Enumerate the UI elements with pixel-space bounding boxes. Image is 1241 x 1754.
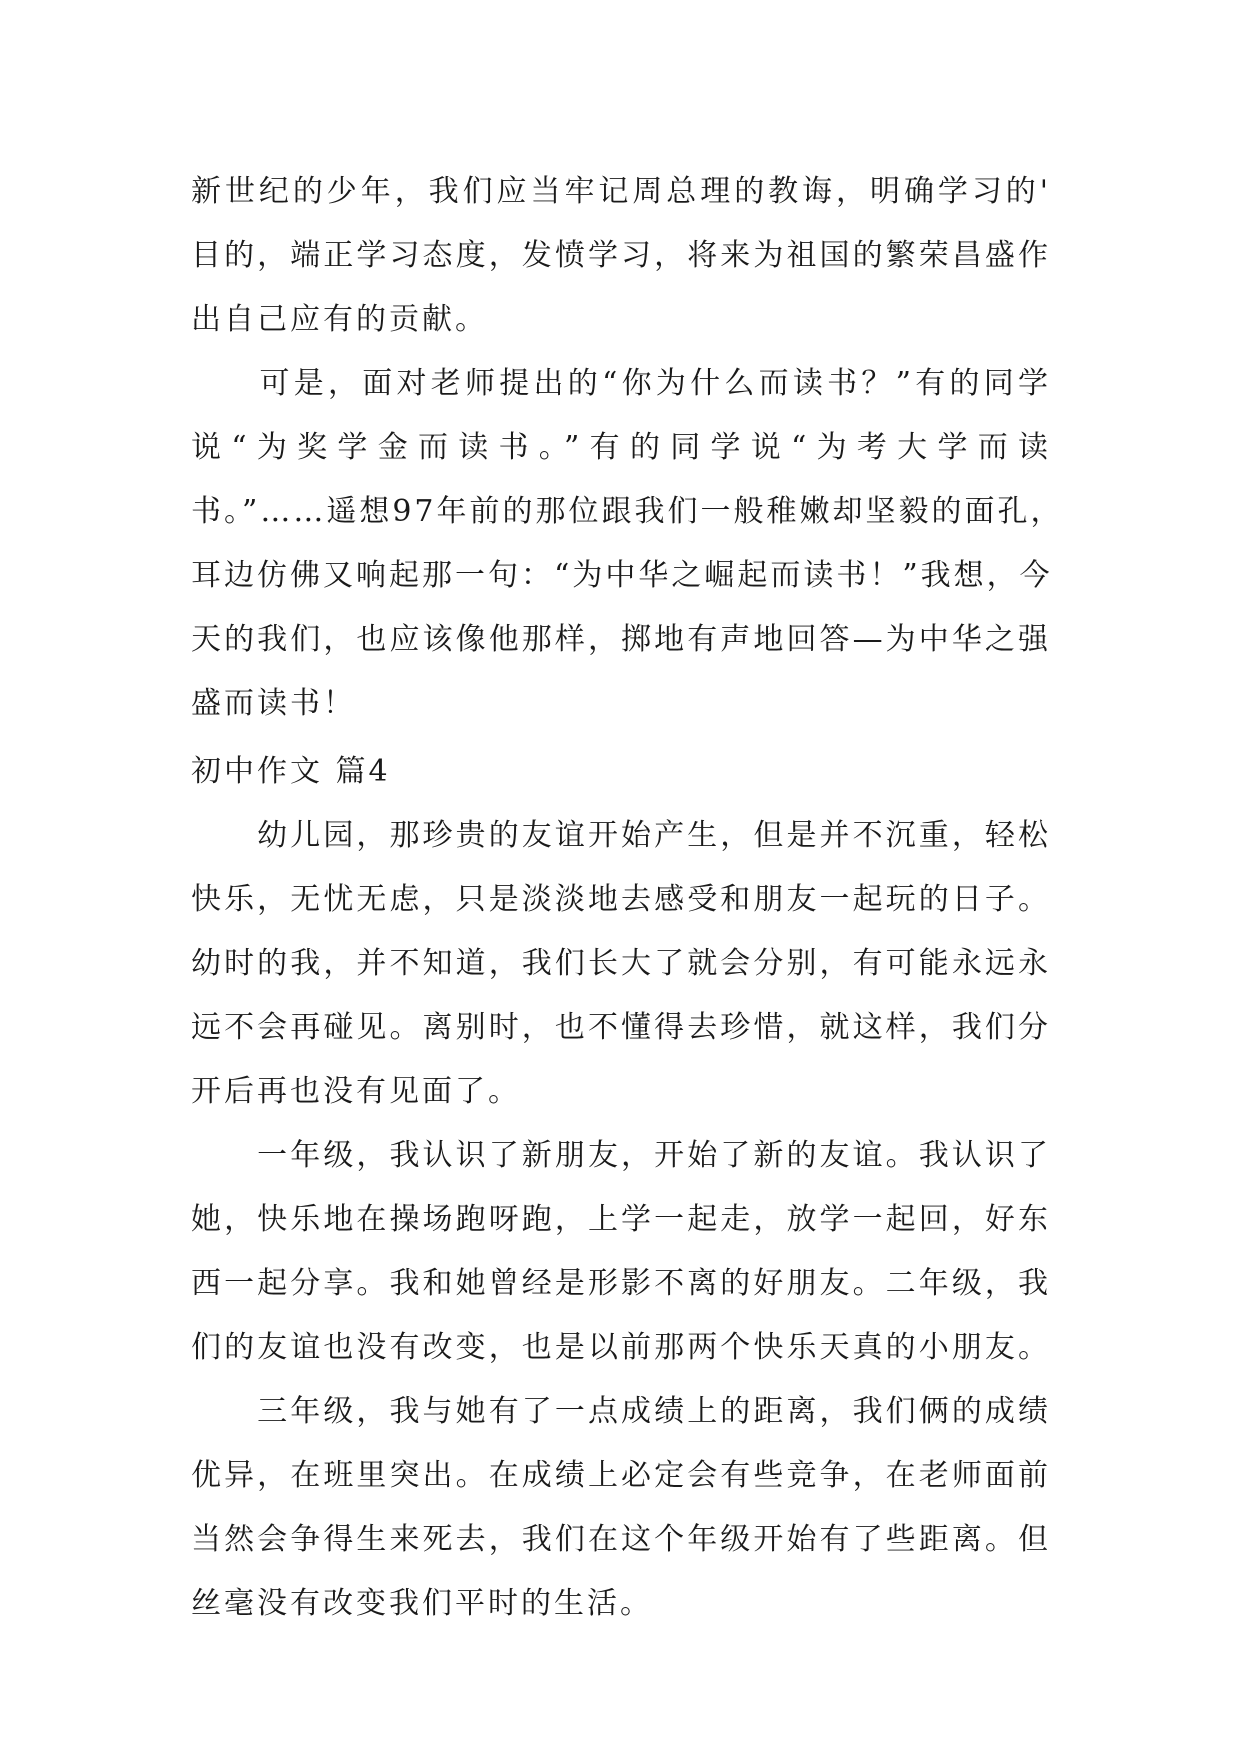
paragraph-first-grade bbox=[191, 1124, 1051, 1380]
text-line: 幼时的我，并不知道，我们长大了就会分别，有可能永远永 bbox=[191, 946, 1051, 981]
text-line: 当然会争得生来死去，我们在这个年级开始有了些距离。但 bbox=[191, 1522, 1051, 1557]
text-line: 开后再也没有见面了。 bbox=[191, 1074, 521, 1109]
text-line: 新世纪的少年，我们应当牢记周总理的教诲，明确学习的' bbox=[191, 174, 1051, 209]
paragraph-continuation bbox=[191, 160, 1051, 352]
text-line: 书。”……遥想97年前的那位跟我们一般稚嫩却坚毅的面孔， bbox=[191, 494, 1064, 529]
text-line: 耳边仿佛又响起那一句：“为中华之崛起而读书！”我想，今 bbox=[191, 558, 1053, 593]
text-line: 远不会再碰见。离别时，也不懂得去珍惜，就这样，我们分 bbox=[191, 1010, 1051, 1045]
text-line: 天的我们，也应该像他那样，掷地有声地回答—为中华之强 bbox=[191, 622, 1051, 657]
text-line: 盛而读书！ bbox=[191, 686, 356, 721]
paragraph-reading-purpose bbox=[191, 352, 1064, 736]
text-line: 她，快乐地在操场跑呀跑，上学一起走，放学一起回，好东 bbox=[191, 1202, 1051, 1237]
text-line: 丝毫没有改变我们平时的生活。 bbox=[191, 1586, 653, 1621]
text-line: 说“为奖学金而读书。”有的同学说“为考大学而读 bbox=[191, 430, 1051, 465]
text-line: 一年级，我认识了新朋友，开始了新的友谊。我认识了 bbox=[191, 1138, 1051, 1173]
text-line: 西一起分享。我和她曾经是形影不离的好朋友。二年级，我 bbox=[191, 1266, 1051, 1301]
text-line: 优异，在班里突出。在成绩上必定会有些竞争，在老师面前 bbox=[191, 1458, 1051, 1493]
text-line: 可是，面对老师提出的“你为什么而读书？”有的同学 bbox=[191, 366, 1051, 401]
text-line: 目的，端正学习态度，发愤学习，将来为祖国的繁荣昌盛作 bbox=[191, 238, 1051, 273]
text-line: 们的友谊也没有改变，也是以前那两个快乐天真的小朋友。 bbox=[191, 1330, 1051, 1365]
text-line: 三年级，我与她有了一点成绩上的距离，我们俩的成绩 bbox=[191, 1394, 1051, 1429]
section-heading: 初中作文 篇4 bbox=[191, 754, 391, 789]
text-line: 出自己应有的贡献。 bbox=[191, 302, 488, 337]
text-line: 快乐，无忧无虑，只是淡淡地去感受和朋友一起玩的日子。 bbox=[191, 882, 1051, 917]
text-line: 幼儿园，那珍贵的友谊开始产生，但是并不沉重，轻松 bbox=[191, 818, 1051, 853]
paragraph-kindergarten bbox=[191, 804, 1051, 1124]
paragraph-third-grade bbox=[191, 1380, 1051, 1636]
